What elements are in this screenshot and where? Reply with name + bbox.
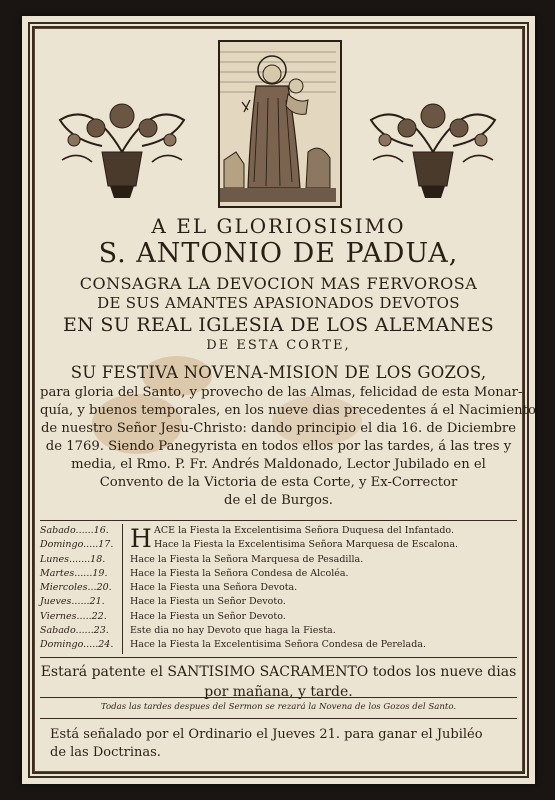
drop-cap: H [130,524,152,553]
schedule-event: Hace la Fiesta un Señor Devoto. [130,596,286,608]
heading-devotees: DE SUS AMANTES APASIONADOS DEVOTOS [97,294,460,312]
schedule-day: Domingo.....24. [40,639,114,651]
divider [40,697,517,698]
schedule-event: ACE la Fiesta la Excelentisima Señora Duquesa del Infantado. [154,525,455,536]
jubilee-notice [50,726,510,762]
closing-line: de las Doctrinas. [50,745,161,760]
schedule-day: Viernes.....22. [40,610,107,622]
evening-note: Todas las tardes despues del Sermon se rezará la Novena de los Gozos del Santo. [100,702,457,712]
schedule-day: Sabado......16. [40,525,109,536]
body-line: de el de Burgos. [224,493,333,508]
schedule-event: Hace la Fiesta una Señora Devota. [130,582,298,594]
novena-schedule [40,524,517,660]
body-line: media, el Rmo. P. Fr. Andrés Maldonado, Lector Jubilado en el [71,457,486,472]
schedule-events [130,524,517,653]
schedule-day: Jueves......21. [40,596,105,608]
heading-dedication: A EL GLORIOSISIMO [151,214,406,238]
saint-anthony-with-child-icon [218,40,342,208]
schedule-days [40,524,123,654]
body-line: de 1769. Siendo Panegyrista en todos ellos por las tardes, á las tres y [45,439,512,454]
body-line: Convento de la Victoria de esta Corte, y Ex-Corrector [99,475,458,490]
closing-line: Está señalado por el Ordinario el Jueves 21. para ganar el Jubiléo [50,727,483,742]
poster-sheet [22,16,535,784]
announcement-body [40,362,536,510]
floral-vase-ornament-icon [363,90,503,200]
heading-court: DE ESTA CORTE, [206,338,351,353]
schedule-day: Lunes.......18. [40,553,106,565]
schedule-event: Hace la Fiesta un Señor Devoto. [130,610,286,622]
heading-consecration: CONSAGRA LA DEVOCION MAS FERVOROSA [79,274,478,293]
schedule-event: Hace la Fiesta la Señora Condesa de Alcoléa. [130,567,349,579]
floral-vase-ornament-icon [52,90,192,200]
body-line: para gloria del Santo, y provecho de las Almas, felicidad de esta Monar- [40,385,523,400]
sacrament-line: por mañana, y tarde. [204,684,353,700]
sacrament-line: Estará patente el SANTISIMO SACRAMENTO todos los nueve dias [40,664,517,680]
novena-title: SU FESTIVA NOVENA-MISION DE LOS GOZOS, [70,363,487,382]
schedule-day: Miercoles...20. [40,582,112,594]
schedule-day: Domingo.....17. [40,539,114,551]
divider [40,657,517,658]
divider [40,718,517,719]
body-line: quía, y buenos temporales, en los nueve dias precedentes á el Nacimiento [40,403,536,418]
body-line: de nuestro Señor Jesu-Christo: dando principio el dia 16. de Diciembre [40,421,517,436]
heading-saint-name: S. ANTONIO DE PADUA, [98,238,459,269]
heading-church: EN SU REAL IGLESIA DE LOS ALEMANES [62,314,495,336]
divider [40,520,517,521]
schedule-event: Este dia no hay Devoto que haga la Fiesta. [130,625,336,637]
schedule-event: Hace la Fiesta la Excelentisima Señora Marquesa de Escalona. [154,539,459,551]
schedule-event: Hace la Fiesta la Excelentisima Señora Condesa de Perelada. [130,639,426,651]
schedule-day: Sabado......23. [40,625,109,637]
schedule-day: Martes......19. [40,567,108,579]
schedule-event: Hace la Fiesta la Señora Marquesa de Pesadilla. [130,553,364,565]
sacrament-notice [40,662,517,702]
